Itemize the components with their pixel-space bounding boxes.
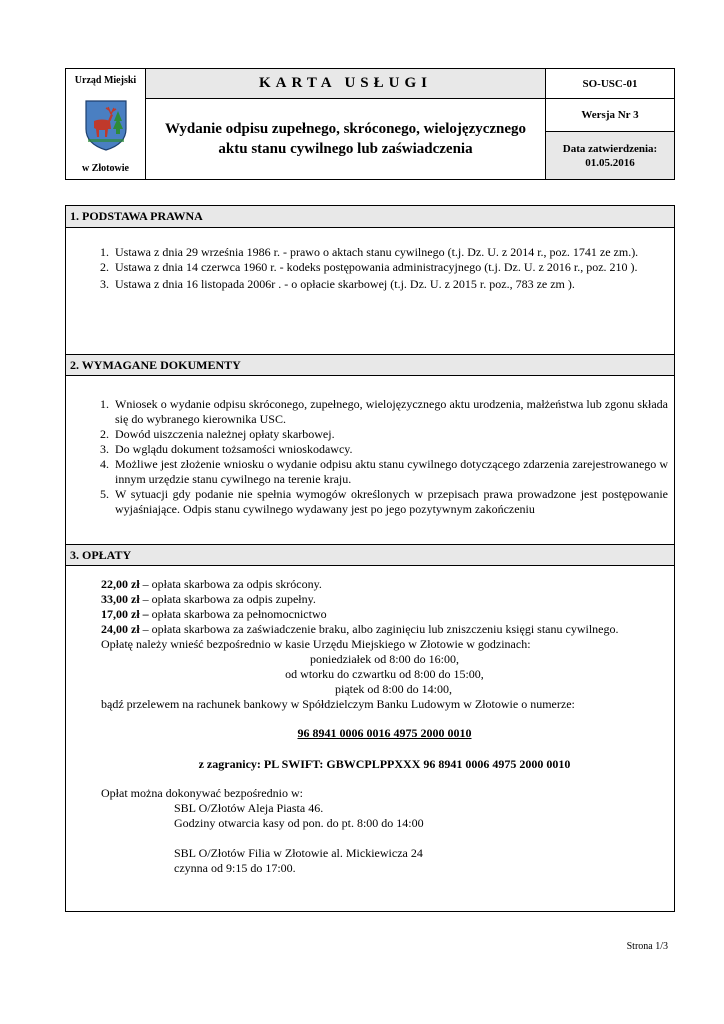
section-legal-body — [66, 228, 674, 354]
fee-text: opłata skarbowa za pełnomocnictwo — [151, 607, 327, 621]
legal-basis-list — [66, 245, 674, 292]
service-card-header — [65, 68, 675, 180]
approval-date: 01.05.2016 — [585, 156, 635, 169]
cashier-hours-line: piątek od 8:00 do 14:00, — [335, 682, 452, 696]
office-name-bottom: w Złotowie — [82, 163, 129, 174]
branch-hours: Godziny otwarcia kasy od pon. do pt. 8:00 do 14:00 — [174, 816, 424, 830]
fee-line — [101, 577, 668, 592]
list-item: 2. Dowód uiszczenia należnej opłaty skarbowej. — [112, 427, 668, 442]
branch-name: SBL O/Złotów Filia w Złotowie al. Mickiewicza 24 — [174, 846, 423, 860]
fee-line — [101, 592, 668, 607]
list-item: 3. Do wglądu dokument tożsamości wnioskodawcy. — [112, 442, 668, 457]
document-code: SO-USC-01 — [546, 69, 674, 99]
payment-intro: Opłatę należy wnieść bezpośrednio w kasie Urzędu Miejskiego w Złotowie w godzinach: — [101, 637, 531, 651]
title-cell — [146, 69, 546, 179]
approval-label: Data zatwierdzenia: — [562, 142, 658, 155]
page-number: Strona 1/3 — [626, 941, 668, 952]
cashier-hours-line: poniedziałek od 8:00 do 16:00, — [310, 652, 459, 666]
card-title: KARTA USŁUGI — [146, 69, 545, 99]
list-item: 1. Wniosek o wydanie odpisu skróconego, zupełnego, wielojęzycznego aktu urodzenia, małżeństwa lub zgonu składa się do wybranego kierownika USC. — [112, 397, 668, 427]
list-item: 2. Ustawa z dnia 14 czerwca 1960 r. - kodeks postępowania administracyjnego (t.j. Dz. U. z 2016 r., poz. 210 ). — [112, 260, 668, 275]
section-documents-body — [66, 376, 674, 544]
cashier-hours-line: od wtorku do czwartku od 8:00 do 15:00, — [285, 667, 484, 681]
office-logo-cell — [66, 69, 146, 179]
fee-line — [101, 622, 668, 637]
approval-date-cell — [546, 132, 674, 179]
direct-payment-intro: Opłat można dokonywać bezpośrednio w: — [101, 786, 303, 800]
list-item: 4. Możliwe jest złożenie wniosku o wydanie odpisu aktu stanu cywilnego dotyczącego zdarzenia zarejestrowanego w innym urzędzie stanu cywilnego na terenie kraju. — [112, 457, 668, 487]
service-card-content — [65, 205, 675, 912]
fee-amount: 24,00 zł — [101, 622, 140, 636]
section-documents-heading: 2. WYMAGANE DOKUMENTY — [66, 354, 674, 376]
list-item: 1. Ustawa z dnia 29 września 1986 r. - prawo o aktach stanu cywilnego (t.j. Dz. U. z 2014 r., poz. 1741 ze zm.). — [112, 245, 668, 260]
swift-line: z zagranicy: PL SWIFT: GBWCPLPPXXX 96 8941 0006 4975 2000 0010 — [198, 757, 571, 771]
required-documents-list — [66, 397, 674, 517]
section-legal-heading: 1. PODSTAWA PRAWNA — [66, 206, 674, 228]
fee-amount: 22,00 zł — [101, 577, 140, 591]
branch-2 — [101, 846, 668, 876]
section-fees-heading: 3. OPŁATY — [66, 544, 674, 566]
service-title: Wydanie odpisu zupełnego, skróconego, wielojęzycznego aktu stanu cywilnego lub zaświadczenia — [164, 121, 527, 157]
branch-1 — [101, 801, 668, 831]
fee-amount: 17,00 zł – — [101, 607, 149, 621]
fee-line — [101, 607, 668, 622]
branch-name: SBL O/Złotów Aleja Piasta 46. — [174, 801, 324, 815]
fee-text: – opłata skarbowa za zaświadczenie braku, albo zaginięciu lub zniszczeniu księgi stanu cywilnego. — [142, 622, 619, 636]
meta-cell — [546, 69, 674, 179]
fee-text: – opłata skarbowa za odpis zupełny. — [142, 592, 316, 606]
section-fees-body — [66, 566, 674, 876]
branch-hours: czynna od 9:15 do 17:00. — [174, 861, 296, 875]
fee-text: – opłata skarbowa za odpis skrócony. — [142, 577, 322, 591]
list-item: 5. W sytuacji gdy podanie nie spełnia wymogów określonych w przepisach prawa prowadzone jest postępowanie wyjaśniające. Odpis stanu cywilnego wydawany jest po jego pozytywnym zakończeniu — [112, 487, 668, 517]
transfer-text: bądź przelewem na rachunek bankowy w Spółdzielczym Banku Ludowym w Złotowie o numerze: — [101, 697, 575, 711]
bank-account-number: 96 8941 0006 0016 4975 2000 0010 — [297, 726, 472, 740]
fee-amount: 33,00 zł — [101, 592, 140, 606]
list-item: 3. Ustawa z dnia 16 listopada 2006r . - o opłacie skarbowej (t.j. Dz. U. z 2015 r. poz., 783 ze zm ). — [112, 277, 668, 292]
document-version: Wersja Nr 3 — [546, 99, 674, 132]
office-name-top: Urząd Miejski — [74, 75, 137, 86]
coat-of-arms-deer-icon — [84, 99, 128, 151]
